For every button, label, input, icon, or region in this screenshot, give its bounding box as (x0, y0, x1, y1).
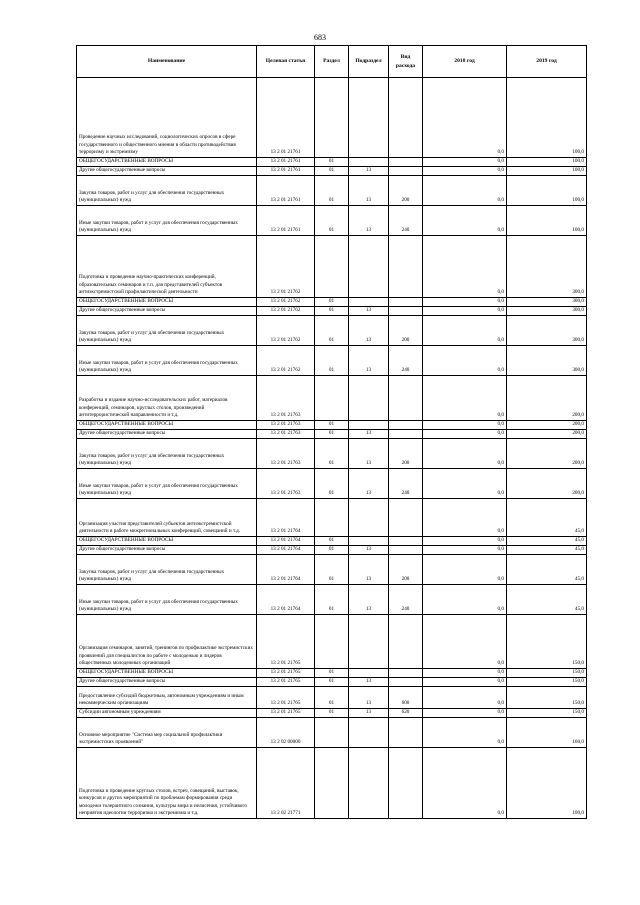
cell-subsection: 13 (349, 316, 389, 346)
cell-expense (389, 421, 423, 430)
cell-section: 01 (315, 546, 349, 555)
cell-subsection: 13 (349, 709, 389, 718)
cell-section (315, 236, 349, 298)
cell-section: 01 (315, 167, 349, 176)
cell-expense (389, 546, 423, 555)
cell-subsection: 13 (349, 439, 389, 469)
table-row (77, 167, 587, 176)
cell-2018: 0,0 (423, 555, 507, 585)
cell-2018: 0,0 (423, 78, 507, 158)
col-header-section: Раздел (315, 46, 349, 78)
cell-code: 13 2 01 21765 (257, 678, 315, 687)
table-row (77, 546, 587, 555)
cell-section: 01 (315, 346, 349, 376)
cell-2018: 0,0 (423, 298, 507, 307)
cell-code: 13 2 01 21765 (257, 669, 315, 678)
cell-2018: 0,0 (423, 678, 507, 687)
cell-name: Другие общегосударственные вопросы (77, 167, 257, 176)
cell-name: ОБЩЕГОСУДАРСТВЕННЫЕ ВОПРОСЫ (77, 158, 257, 167)
cell-expense (389, 499, 423, 537)
cell-name: Иные закупки товаров, работ и услуг для обеспечения государственных (муниципальных) нужд (77, 585, 257, 615)
table-row (77, 307, 587, 316)
col-header-2019: 2019 год (507, 46, 587, 78)
table-row (77, 376, 587, 421)
cell-2018: 0,0 (423, 669, 507, 678)
cell-2019: 300,0 (507, 307, 587, 316)
cell-name: Другие общегосударственные вопросы (77, 307, 257, 316)
cell-name: Иные закупки товаров, работ и услуг для обеспечения государственных (муниципальных) нужд (77, 469, 257, 499)
cell-code: 13 2 01 21761 (257, 158, 315, 167)
cell-subsection: 13 (349, 546, 389, 555)
cell-code: 13 2 01 21761 (257, 176, 315, 206)
cell-code: 13 2 02 21771 (257, 748, 315, 819)
cell-code: 13 2 01 21762 (257, 307, 315, 316)
cell-expense (389, 167, 423, 176)
cell-section: 01 (315, 585, 349, 615)
table-row (77, 748, 587, 819)
cell-section: 01 (315, 439, 349, 469)
cell-subsection (349, 537, 389, 546)
budget-table (76, 45, 587, 819)
cell-2018: 0,0 (423, 236, 507, 298)
cell-expense (389, 376, 423, 421)
cell-code: 13 2 01 21762 (257, 346, 315, 376)
col-header-2018: 2018 год (423, 46, 507, 78)
cell-expense (389, 236, 423, 298)
cell-section (315, 615, 349, 669)
cell-name: Подготовка и проведение научно-практических конференций, образовательных семинаров и т.п. для представителей субъектов антиэкстремистской профилактической деятельности (77, 236, 257, 298)
cell-name: Иные закупки товаров, работ и услуг для обеспечения государственных (муниципальных) нужд (77, 206, 257, 236)
cell-section: 01 (315, 316, 349, 346)
cell-section: 01 (315, 669, 349, 678)
cell-section (315, 718, 349, 748)
table-row (77, 316, 587, 346)
cell-subsection: 13 (349, 687, 389, 709)
cell-expense (389, 748, 423, 819)
cell-2019: 150,0 (507, 678, 587, 687)
cell-name: Основное мероприятие "Система мер социальной профилактики экстремистских проявлений" (77, 718, 257, 748)
cell-expense (389, 669, 423, 678)
table-header-row (77, 46, 587, 78)
cell-2019: 200,0 (507, 430, 587, 439)
cell-code: 13 2 01 21761 (257, 78, 315, 158)
table-row (77, 585, 587, 615)
cell-section: 01 (315, 298, 349, 307)
cell-expense (389, 307, 423, 316)
cell-subsection (349, 298, 389, 307)
cell-name: Предоставление субсидий бюджетным, автономным учреждениям и иным некоммерческим организациям (77, 687, 257, 709)
cell-subsection: 13 (349, 176, 389, 206)
cell-name: ОБЩЕГОСУДАРСТВЕННЫЕ ВОПРОСЫ (77, 669, 257, 678)
cell-expense: 620 (389, 709, 423, 718)
table-row (77, 430, 587, 439)
cell-2019: 300,0 (507, 236, 587, 298)
cell-code: 13 2 01 21764 (257, 555, 315, 585)
cell-2018: 0,0 (423, 537, 507, 546)
cell-2019: 200,0 (507, 376, 587, 421)
cell-section: 01 (315, 678, 349, 687)
cell-section: 01 (315, 307, 349, 316)
col-header-subsection: Подраздел (349, 46, 389, 78)
cell-2018: 0,0 (423, 615, 507, 669)
cell-2019: 100,0 (507, 158, 587, 167)
cell-subsection (349, 78, 389, 158)
cell-name: ОБЩЕГОСУДАРСТВЕННЫЕ ВОПРОСЫ (77, 421, 257, 430)
cell-code: 13 2 01 21763 (257, 469, 315, 499)
cell-section (315, 499, 349, 537)
cell-2018: 0,0 (423, 687, 507, 709)
table-row (77, 615, 587, 669)
cell-name: Разработка и издание научно-исследовательских работ, материалов конференций, семинаров, круглых столов, произведений антитеррористической направленности и т.д. (77, 376, 257, 421)
cell-section: 01 (315, 158, 349, 167)
cell-name: Закупка товаров, работ и услуг для обеспечения государственных (муниципальных) нужд (77, 176, 257, 206)
cell-2018: 0,0 (423, 748, 507, 819)
cell-code: 13 2 01 21763 (257, 376, 315, 421)
cell-subsection: 13 (349, 206, 389, 236)
cell-expense: 200 (389, 176, 423, 206)
cell-2019: 150,0 (507, 615, 587, 669)
cell-subsection (349, 376, 389, 421)
cell-name: Другие общегосударственные вопросы (77, 430, 257, 439)
cell-expense (389, 78, 423, 158)
cell-expense (389, 158, 423, 167)
cell-subsection: 13 (349, 307, 389, 316)
cell-name: Другие общегосударственные вопросы (77, 546, 257, 555)
cell-subsection: 13 (349, 555, 389, 585)
cell-2018: 0,0 (423, 376, 507, 421)
cell-name: Закупка товаров, работ и услуг для обеспечения государственных (муниципальных) нужд (77, 439, 257, 469)
table-row (77, 421, 587, 430)
cell-code: 13 2 01 21765 (257, 687, 315, 709)
cell-code: 13 2 01 21764 (257, 499, 315, 537)
cell-section: 01 (315, 469, 349, 499)
cell-2019: 45,0 (507, 546, 587, 555)
cell-2018: 0,0 (423, 206, 507, 236)
cell-code: 13 2 01 21765 (257, 615, 315, 669)
cell-2019: 45,0 (507, 537, 587, 546)
cell-code: 13 2 01 21763 (257, 430, 315, 439)
cell-subsection: 13 (349, 469, 389, 499)
cell-section (315, 78, 349, 158)
table-row (77, 298, 587, 307)
table-row (77, 687, 587, 709)
cell-code: 13 2 01 21762 (257, 316, 315, 346)
table-row (77, 78, 587, 158)
cell-section (315, 748, 349, 819)
cell-2018: 0,0 (423, 421, 507, 430)
cell-subsection (349, 669, 389, 678)
cell-2019: 100,0 (507, 206, 587, 236)
cell-code: 13 2 01 21761 (257, 167, 315, 176)
cell-subsection (349, 236, 389, 298)
cell-section: 01 (315, 206, 349, 236)
table-row (77, 499, 587, 537)
cell-2019: 100,0 (507, 167, 587, 176)
table-row (77, 669, 587, 678)
cell-subsection: 13 (349, 585, 389, 615)
cell-code: 13 2 01 21762 (257, 298, 315, 307)
cell-expense: 240 (389, 469, 423, 499)
table-row (77, 709, 587, 718)
table-row (77, 469, 587, 499)
cell-code: 13 2 01 21763 (257, 421, 315, 430)
cell-2018: 0,0 (423, 158, 507, 167)
cell-2019: 300,0 (507, 298, 587, 307)
cell-2018: 0,0 (423, 546, 507, 555)
cell-code: 13 2 01 21764 (257, 585, 315, 615)
cell-2018: 0,0 (423, 469, 507, 499)
cell-2019: 100,0 (507, 748, 587, 819)
cell-section: 01 (315, 537, 349, 546)
cell-2018: 0,0 (423, 316, 507, 346)
cell-2019: 45,0 (507, 555, 587, 585)
cell-code: 13 2 01 21765 (257, 709, 315, 718)
table-row (77, 158, 587, 167)
cell-2019: 300,0 (507, 316, 587, 346)
cell-2019: 45,0 (507, 499, 587, 537)
cell-2018: 0,0 (423, 718, 507, 748)
cell-subsection (349, 499, 389, 537)
cell-2019: 100,0 (507, 78, 587, 158)
cell-2019: 100,0 (507, 176, 587, 206)
cell-name: ОБЩЕГОСУДАРСТВЕННЫЕ ВОПРОСЫ (77, 537, 257, 546)
cell-2018: 0,0 (423, 430, 507, 439)
cell-name: Закупка товаров, работ и услуг для обеспечения государственных (муниципальных) нужд (77, 316, 257, 346)
cell-expense: 240 (389, 206, 423, 236)
col-header-name: Наименование (77, 46, 257, 78)
cell-expense: 600 (389, 687, 423, 709)
cell-expense: 200 (389, 555, 423, 585)
cell-expense (389, 615, 423, 669)
cell-expense (389, 298, 423, 307)
cell-subsection: 13 (349, 346, 389, 376)
cell-name: Подготовка и проведение круглых столов, встреч, совещаний, выставок, конкурсов и других мероприятий по проблемам формирования среди молодежи толерантного сознания, культуры мира и пелисения, устойчивого неприятия идеологии терроризма и экстремизма и т.д. (77, 748, 257, 819)
cell-2019: 200,0 (507, 421, 587, 430)
col-header-code: Целевая статья (257, 46, 315, 78)
cell-code: 13 2 01 21764 (257, 537, 315, 546)
cell-expense (389, 430, 423, 439)
cell-2018: 0,0 (423, 709, 507, 718)
cell-subsection (349, 615, 389, 669)
cell-2018: 0,0 (423, 439, 507, 469)
cell-expense: 240 (389, 585, 423, 615)
cell-2018: 0,0 (423, 176, 507, 206)
cell-code: 13 2 02 00000 (257, 718, 315, 748)
table-row (77, 678, 587, 687)
cell-subsection: 13 (349, 678, 389, 687)
table-row (77, 346, 587, 376)
cell-2018: 0,0 (423, 307, 507, 316)
cell-expense: 200 (389, 439, 423, 469)
cell-2019: 150,0 (507, 669, 587, 678)
col-header-expense: Вид расхода (389, 46, 423, 78)
cell-name: Организация семинаров, занятий, тренингов по профилактике экстремистских проявлений для специалистов по работе с молодежью и лидеров общественных молодежных организаций (77, 615, 257, 669)
cell-section: 01 (315, 709, 349, 718)
cell-subsection: 13 (349, 430, 389, 439)
cell-2019: 150,0 (507, 687, 587, 709)
cell-section: 01 (315, 421, 349, 430)
cell-expense: 240 (389, 346, 423, 376)
cell-name: Закупка товаров, работ и услуг для обеспечения государственных (муниципальных) нужд (77, 555, 257, 585)
table-row (77, 206, 587, 236)
cell-2018: 0,0 (423, 499, 507, 537)
table-row (77, 236, 587, 298)
cell-expense (389, 678, 423, 687)
cell-subsection (349, 748, 389, 819)
cell-2019: 150,0 (507, 709, 587, 718)
cell-2019: 200,0 (507, 469, 587, 499)
cell-section: 01 (315, 430, 349, 439)
cell-name: Проведение научных исследований, социологических опросов в сфере государственного и общественного мнения в области противодействия терроризму и экстремизму (77, 78, 257, 158)
table-row (77, 439, 587, 469)
cell-section: 01 (315, 555, 349, 585)
cell-expense (389, 718, 423, 748)
cell-code: 13 2 01 21763 (257, 439, 315, 469)
cell-expense (389, 537, 423, 546)
table-row (77, 537, 587, 546)
cell-name: Иные закупки товаров, работ и услуг для обеспечения государственных (муниципальных) нужд (77, 346, 257, 376)
cell-name: Другие общегосударственные вопросы (77, 678, 257, 687)
cell-subsection: 13 (349, 167, 389, 176)
page-number: 683 (314, 33, 326, 42)
cell-code: 13 2 01 21762 (257, 236, 315, 298)
cell-subsection (349, 421, 389, 430)
cell-2019: 45,0 (507, 585, 587, 615)
table-row (77, 555, 587, 585)
cell-2019: 160,0 (507, 718, 587, 748)
cell-code: 13 2 01 21761 (257, 206, 315, 236)
cell-2019: 200,0 (507, 439, 587, 469)
cell-2019: 300,0 (507, 346, 587, 376)
cell-2018: 0,0 (423, 585, 507, 615)
cell-section: 01 (315, 687, 349, 709)
cell-subsection (349, 718, 389, 748)
cell-section: 01 (315, 176, 349, 206)
cell-name: Организация участия представителей субъектов антиэкстремистской деятельности в работе межрегиональных конференций, совещаний и т.д. (77, 499, 257, 537)
cell-section (315, 376, 349, 421)
cell-2018: 0,0 (423, 346, 507, 376)
cell-code: 13 2 01 21764 (257, 546, 315, 555)
table-row (77, 718, 587, 748)
table-row (77, 176, 587, 206)
cell-name: Субсидии автономным учреждениям (77, 709, 257, 718)
cell-2018: 0,0 (423, 167, 507, 176)
cell-name: ОБЩЕГОСУДАРСТВЕННЫЕ ВОПРОСЫ (77, 298, 257, 307)
cell-subsection (349, 158, 389, 167)
cell-expense: 200 (389, 316, 423, 346)
